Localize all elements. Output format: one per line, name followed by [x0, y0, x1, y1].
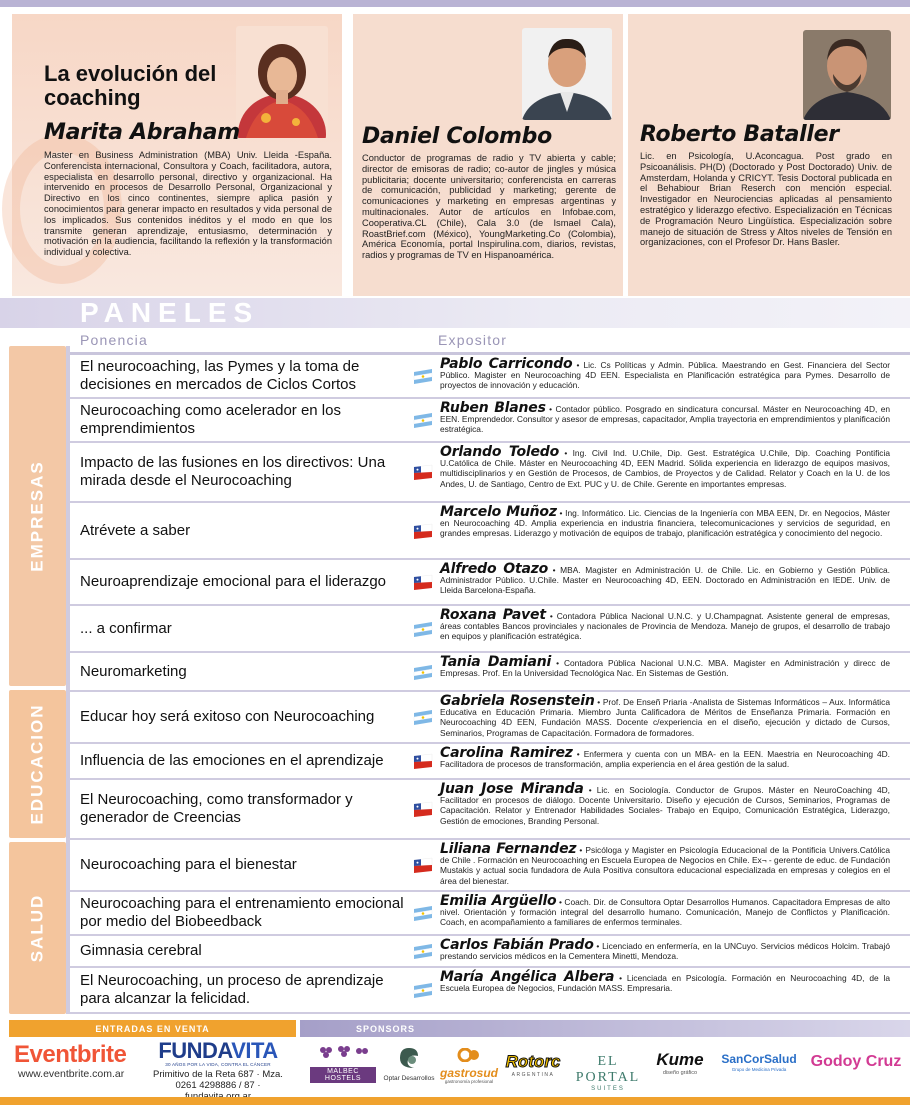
grapes-icon [313, 1044, 373, 1062]
fundavita-logo-a: FUNDA [158, 1038, 232, 1063]
argentina-flag-icon [413, 905, 433, 921]
expositor-name: María Angélica Albera [440, 969, 615, 985]
expositor-bio: Prof. De Enseñ Priaria -Analista de Sistemas Informáticos – Aux. Informática Educativa en Educación Primaria. Miembro Junta Calificadora de Méritos de Enseñanza Primaria. Formación en Neurocoaching 4D EEN, Fundación MASS. Docente c/experiencia en el diseño, ejecución y dictado de Cursos, Seminarios, Programas de Capacitación. Formadora de formadores. [440, 697, 891, 738]
bullet: • [549, 404, 553, 414]
panel-row [70, 692, 910, 744]
column-header-expositor: Expositor [438, 332, 508, 348]
speaker-bio: Conductor de programas de radio y TV abierta y cable; director de emisoras de radio; co-autor de jingles y música publicitaria; docente universitario; conferencista en carreras de comunicación, publicidad y marketing; gerente de comunicaciones y marketing en empresas argentinas y multinacionales. Autor de artículos en Infobae.com, Cooperativa.CL (Chile), Cala 3.0 (de Ismael Cala), RoastBrief.com (México), YoungMarketing.Co (Colombia), América Economía, portal Inspirulina.com, diarios, revistas, radios y programas de TV en Hispanoamérica. [362, 153, 616, 261]
chile-flag-icon [413, 574, 433, 590]
speaker-photo-daniel [522, 28, 612, 120]
sancor-sub: Grupo de Medicina Privada [731, 1067, 787, 1072]
argentina-flag-icon [413, 368, 433, 384]
argentina-flag-icon [413, 621, 433, 637]
sponsors-bar [300, 1020, 910, 1037]
panel-row [70, 936, 910, 968]
ponencia-title: Influencia de las emociones en el aprendizaje [80, 752, 384, 769]
expositor-info [440, 693, 891, 738]
fundavita-logo[interactable] [144, 1040, 292, 1102]
argentina-flag-icon [413, 709, 433, 725]
godoy-cruz-wordmark: Godoy Cruz [810, 1053, 902, 1070]
eventbrite-wordmark: Eventbrite [14, 1041, 127, 1068]
sancor-wordmark: SanCorSalud [721, 1052, 797, 1066]
gastrosud-logo[interactable] [440, 1048, 498, 1084]
chile-flag-icon [413, 801, 433, 817]
bullet: • [559, 508, 563, 518]
speaker-name: Roberto Bataller [640, 122, 839, 147]
expositor-info [440, 504, 891, 539]
expositor-name: Ruben Blanes [440, 400, 546, 416]
section-label: EMPRESAS [27, 460, 47, 572]
panel-row [70, 780, 910, 840]
fundavita-contact: 0261 4298886 / 87 · [175, 1080, 261, 1091]
expositor-bio: Contadora Pública Nacional U.N.C. y U.Champagnat. Asistente general de empresas, áreas contables Bancos provinciales y nacionales de Provincia de Mendoza. Manejo de grupos, el desarrollo de trabajo en equipos y planificación estratégica. [440, 611, 891, 642]
expositor-bio: Enfermera y cuenta con un MBA- en la EEN. Maestria en Neurocoaching 4D. Facilitadora de procesos de transformación, amplia experiencia en el área gestión de la salud. [440, 749, 891, 770]
bullet: • [588, 785, 592, 795]
speaker-photo-roberto [803, 30, 891, 120]
godoy-cruz-logo[interactable] [810, 1052, 902, 1072]
gastrosud-icon [457, 1048, 481, 1062]
ponencia-title: El Neurocoaching, como transformador y generador de Creencias [80, 791, 353, 826]
argentina-flag-icon [413, 982, 433, 998]
expositor-info [440, 356, 891, 391]
expositor-info [440, 607, 891, 642]
bullet: • [596, 941, 600, 951]
panel-row [70, 744, 910, 780]
ponencia-title: Neurocoaching como acelerador en los emprendimientos [80, 402, 341, 437]
sancor-salud-logo[interactable] [714, 1052, 804, 1072]
tickets-bar [9, 1020, 296, 1037]
argentina-flag-icon [413, 412, 433, 428]
el-portal-sub: SUITES [591, 1086, 625, 1092]
speaker-photo-marita [236, 26, 328, 138]
panel-row [70, 606, 910, 653]
section-label: SALUD [27, 893, 47, 963]
panel-row [70, 560, 910, 606]
bullet: • [619, 973, 623, 983]
expositor-info [440, 937, 890, 962]
ponencia-title: Gimnasia cerebral [80, 942, 202, 959]
bullet: • [576, 360, 580, 370]
ponencia-title: Neuromarketing [80, 662, 187, 680]
section-educacion [9, 690, 66, 838]
bullet: • [558, 897, 562, 907]
tickets-label: ENTRADAS EN VENTA [95, 1023, 210, 1034]
chile-flag-icon [413, 857, 433, 873]
kume-wordmark: Kume [656, 1050, 704, 1069]
argentina-flag-icon [413, 664, 433, 680]
panel-row [70, 443, 910, 503]
bottom-accent-line [0, 1097, 910, 1105]
expositor-bio: Licenciado en enfermería, en la UNCuyo. Servicios médicos Holcim. Trabajó prestando servicios médicos en la Cementera Minetti, Mendoza. [440, 941, 890, 962]
expositor-name: Carlos Fabián Prado [440, 937, 594, 953]
top-bar [0, 0, 910, 7]
ponencia-title: El Neurocoaching, un proceso de aprendizaje para alcanzar la felicidad. [80, 972, 384, 1007]
expositor-info [440, 444, 891, 489]
rotorc-wordmark: Rotorc [505, 1052, 561, 1071]
expositor-info [440, 561, 890, 596]
expositor-bio: Contador público. Posgrado en sindicatura concursal. Máster en Neurocoaching 4D, en EEN. Emprendedor. Consultor y asesor de empresas, capacitador, Amplia trayectoria en emprendimientos y planificación estratégica. [440, 404, 891, 435]
expositor-info [440, 781, 891, 826]
optar-label: Optar Desarrollos [383, 1075, 435, 1082]
expositor-info [440, 969, 890, 994]
ponencia-title: Atrévete a saber [80, 521, 191, 539]
expositor-bio: Coach. Dir. de Consultora Optar Desarrollos Humanos. Capacitadora Empresas de alto nivel. Orientación y formación integral del desarrollo humano. Comunicación, Manejo de Conflictos y Planificación. Coach, en acompañamiento a familiares de enfermos terminales. [440, 897, 891, 928]
expositor-info [440, 745, 891, 770]
fundavita-address: Primitivo de la Reta 687 · Mza. [153, 1069, 283, 1080]
rotorc-sub: ARGENTINA [511, 1072, 555, 1078]
expositor-bio: Ing. Informático. Lic. Ciencias de la Ingeniería con MBA EEN, Dr. en Negocios, Máster en Neurocoaching 4D. Amplia experiencia en industria financiera, telecomunicaciones y servicios de seguridad, en grandes empresas. Liderazgo y motivación de equipos de trabajo, planificación estratégica y conocimiento del negocio. [440, 508, 891, 539]
column-header-ponencia: Ponencia [80, 332, 148, 348]
speaker-bio: Master en Business Administration (MBA) Univ. Lleida -España. Conferencista internacional, Consultora y Coach, facilitadora, autora, especialista en desarrollo personal, directivo y organizacional. Ha intervenido en procesos de Desarrollo Personal, Organizacional y Directivo en los cinco continentes, siempre aplica pasión y conocimientos para generar impacto en resultados y vida personal de los implicados. Sus contenidos inéditos y el modo en que los transmite generan aprendizaje, entusiasmo, determinación y motivación en la audiencia, facilitando la reflexión y la transformación individual y colectiva. [44, 150, 332, 258]
bullet: • [597, 697, 601, 707]
panel-row [70, 355, 910, 399]
paneles-heading: PANELES [80, 297, 260, 328]
expositor-bio: Lic. Cs Políticas y Admin. Pública. Maestrando en Gest. Financiera del Sector Público. Magister en Neurocoaching 4D EEN. Especialista en Planificación estratégica para Pymes. Desarrollo de proyectos de innovación y educación. [440, 360, 891, 391]
optar-logo[interactable] [382, 1046, 436, 1082]
page-title: La evolución del coaching [44, 61, 217, 110]
speaker-bio: Lic. en Psicología, U.Aconcagua. Post grado en Psicoanálisis. PH(D) (Doctorado y Post Doctorado) Univ. de Amsterdam, Holanda y CRICYT. Tesis Doctoral publicada en el Behabiour Brian Reserch con mención especial. Investigador en Neurociencias aplicadas al pensamiento estratégico y liderazgo efectivo. Especialización en Técnicas de Programación Neuro Lingüística. Especialización sobre manejo de situación de Stress y Altos niveles de Tensión en organizaciones, con el Profesor Dr. Hans Basler. [640, 151, 892, 248]
optar-icon [396, 1046, 422, 1070]
bullet: • [549, 611, 553, 621]
malbec-hostels-logo[interactable] [310, 1044, 376, 1083]
kume-logo[interactable] [652, 1050, 708, 1076]
bullet: • [556, 658, 560, 668]
section-salud [9, 842, 66, 1014]
section-label: EDUCACION [27, 703, 47, 825]
expositor-bio: Contadora Pública Nacional U.N.C. MBA. Magister en Administración y direcc de Empresas. Prof. En la Universidad Tecnológica Nac. En Sistemas de Gestión. [440, 658, 890, 679]
gastrosud-wordmark: gastrosud [440, 1066, 499, 1080]
rotorc-logo[interactable] [502, 1052, 564, 1078]
ponencia-title: ... a confirmar [80, 619, 172, 637]
ponencia-title: Impacto de las fusiones en los directivos: Una mirada desde el Neurocoaching [80, 454, 386, 489]
ponencia-title: Neurocoaching para el entrenamiento emocional por medio del Biobeedback [80, 895, 404, 930]
bullet: • [576, 749, 580, 759]
ponencia-title: Neuroaprendizaje emocional para el liderazgo [80, 573, 387, 590]
expositor-name: Marcelo Muñoz [440, 504, 557, 520]
panel-row [70, 840, 910, 892]
expositor-info [440, 841, 891, 886]
panel-row [70, 892, 910, 936]
section-empresas [9, 346, 66, 686]
ponencia-title: Neurocoaching para el bienestar [80, 856, 297, 873]
speaker-name: Marita Abraham [44, 120, 240, 145]
expositor-name: Alfredo Otazo [440, 561, 549, 577]
gastrosud-sub: gastronomía profesional [444, 1079, 494, 1084]
expositor-info [440, 654, 890, 679]
fundavita-tagline: 30 AÑOS POR LA VIDA, CONTRA EL CÁNCER [165, 1062, 271, 1067]
sponsors-label: SPONSORS [356, 1023, 416, 1034]
expositor-bio: Psicóloga y Magister en Psicología Educacional de la Pontificia Univers.Católica de Chile . Formación en Neurocoaching en Escuela Europea de Negocios en Chile. Ex¬ - gerente de educ. de Fundación Mustakis y actual socia fundadora de Aula Positiva consultora educacional especializada en empresas y colegios en el área del bienestar. [440, 845, 891, 886]
expositor-info [440, 400, 891, 435]
el-portal-logo[interactable] [568, 1054, 648, 1092]
expositor-name: Carolina Ramirez [440, 745, 573, 761]
eventbrite-logo[interactable] [14, 1042, 126, 1080]
panel-row [70, 399, 910, 443]
expositor-name: Liliana Fernandez [440, 841, 577, 857]
chile-flag-icon [413, 464, 433, 480]
expositor-bio: Licenciada en Psicología. Formación en Neurocoaching 4D, de la Escuela Europea de Negocios, Fundación MASS. Empresaria. [440, 973, 890, 994]
ponencia-title: Educar hoy será exitoso con Neurocoaching [80, 708, 375, 725]
expositor-name: Juan Jose Miranda [440, 781, 584, 797]
chile-flag-icon [413, 523, 433, 539]
bullet: • [579, 845, 583, 855]
expositor-info [440, 893, 891, 928]
kume-sub: diseño gráfico [662, 1070, 698, 1076]
panel-row [70, 653, 910, 692]
panel-row [70, 503, 910, 560]
expositor-bio: Lic. en Sociología. Conductor de Grupos. Máster en NeuroCoaching 4D, Facilitador en procesos de diálogo. Docente Universitario. Diseño y ejecución de Cursos, Seminarios, Programas de Capacitación. Relator y Entrenador Habilidades Sociales- Trabajo en Equipo, Comunicación Estratégica, Liderazgo, Gestión de emociones, Branding Personal. [440, 785, 891, 826]
ponencia-title: El neurocoaching, las Pymes y la toma de decisiones en mercados de Ciclos Cortos [80, 358, 360, 393]
bullet: • [564, 448, 568, 458]
eventbrite-url[interactable]: www.eventbrite.com.ar [18, 1068, 125, 1080]
argentina-flag-icon [413, 943, 433, 959]
bullet: • [552, 565, 556, 575]
malbec-label: MALBEC HOSTELS [310, 1067, 376, 1083]
expositor-name: Roxana Pavet [440, 607, 546, 623]
el-portal-wordmark: EL PORTAL [575, 1054, 641, 1085]
expositor-name: Pablo Carricondo [440, 356, 573, 372]
expositor-name: Gabriela Rosenstein [440, 693, 595, 709]
expositor-bio: Ing. Civil Ind. U.Chile, Dip. Gest. Estratégica U.Chile, Dip. Coaching Pontificia U.Católica de Chile. Máster en Neurocoaching 4D, EEN Madrid. Sólida experiencia en liderazgo de equipos masivos, multidisciplinarios y en Gestión de Procesos, de Cambios, de Proyectos y de Calidad. Relator y Coach en la U. de los Andes, U. de Santiago, Centro de Ext. PUC y U. de Chile. Gerente en importantes empresas. [440, 448, 891, 489]
speaker-name: Daniel Colombo [362, 124, 552, 149]
chile-flag-icon [413, 753, 433, 769]
expositor-name: Tania Damiani [440, 654, 552, 670]
fundavita-logo-b: VITA [231, 1038, 278, 1063]
expositor-name: Orlando Toledo [440, 444, 560, 460]
expositor-bio: MBA. Magister en Administración U. de Chile. Lic. en Gobierno y Gestión Pública. Administrador Público. U.Chile. Master en Neurocoaching 4D, EEN. Doctorado en Administración en IEDE. Univ. de Lleida Barcelona-España. [440, 565, 890, 596]
panel-row [70, 968, 910, 1014]
expositor-name: Emilia Argüello [440, 893, 557, 909]
